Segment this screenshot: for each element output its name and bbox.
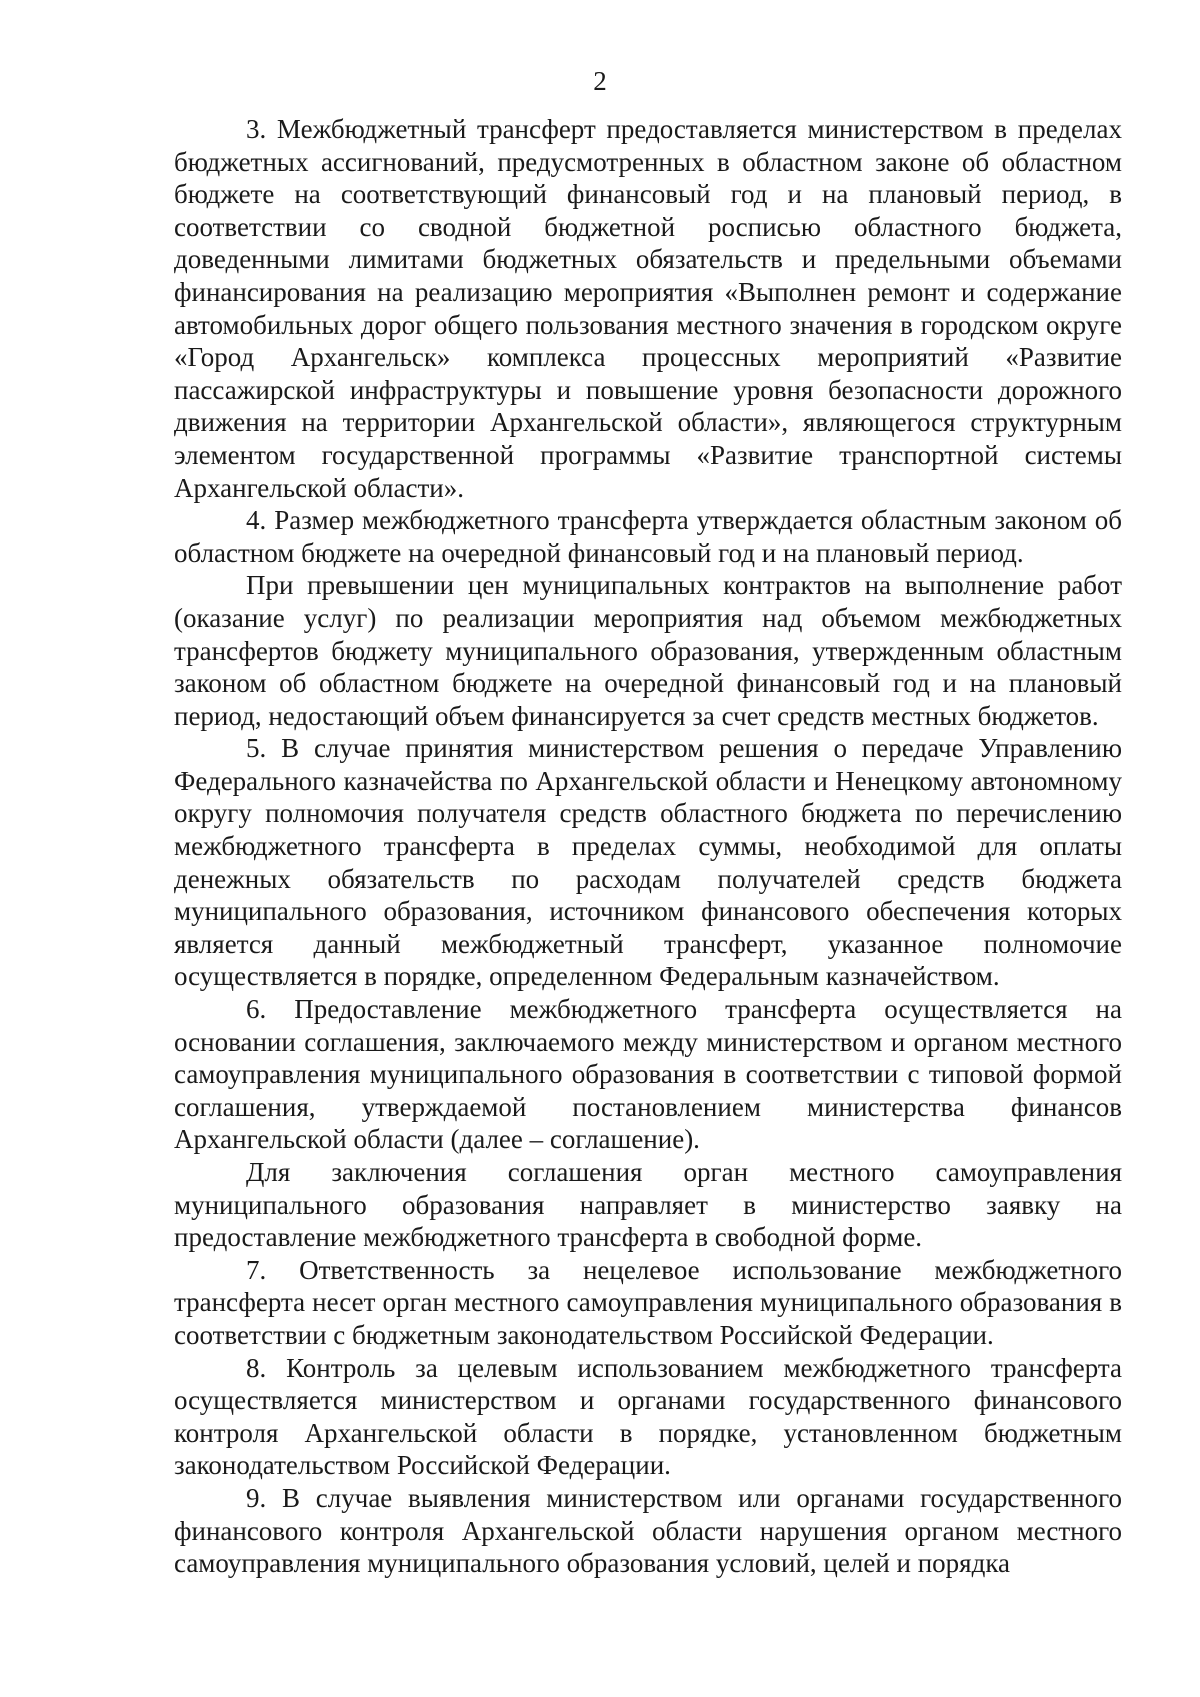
paragraph-excess-prices: При превышении цен муниципальных контрактов на выполнение работ (оказание услуг) по реализации мероприятия над объемом межбюджетных трансфертов бюджету муниципального образования, утвержденным областным законом об областном бюджете на очередной финансовый год и на плановый период, недостающий объем финансируется за счет средств местных бюджетов. — [174, 570, 1122, 731]
paragraph-item-4: 4. Размер межбюджетного трансферта утверждается областным законом об областном бюджете на очередной финансовый год и на плановый период. — [174, 505, 1122, 568]
paragraph-item-5: 5. В случае принятия министерством решения о передаче Управлению Федерального казначейства по Архангельской области и Ненецкому автономному округу полномочия получателя средств областного бюджета по перечислению межбюджетного трансферта в пределах суммы, необходимой для оплаты денежных обязательств по расходам получателей средств бюджета муниципального образования, источником финансового обеспечения которых является данный межбюджетный трансферт, указанное полномочие осуществляется в порядке, определенном Федеральным казначейством. — [174, 733, 1122, 992]
paragraph-item-8: 8. Контроль за целевым использованием межбюджетного трансферта осуществляется министерством и органами государственного финансового контроля Архангельской области в порядке, установленном бюджетным законодательством Российской Федерации. — [174, 1352, 1122, 1481]
paragraph-item-9: 9. В случае выявления министерством или органами государственного финансового контроля Архангельской области нарушения органом местного самоуправления муниципального образования условий, целей и порядка — [174, 1482, 1122, 1579]
paragraph-item-6: 6. Предоставление межбюджетного трансферта осуществляется на основании соглашения, заключаемого между министерством и органом местного самоуправления муниципального образования в соответствии с типовой формой соглашения, утверждаемой постановлением министерства финансов Архангельской области (далее – соглашение). — [174, 994, 1122, 1155]
document-body — [174, 113, 1122, 1580]
page-number: 2 — [593, 66, 607, 96]
paragraph-agreement-request: Для заключения соглашения орган местного самоуправления муниципального образования направляет в министерство заявку на предоставление межбюджетного трансферта в свободной форме. — [174, 1157, 1122, 1253]
paragraph-item-7: 7. Ответственность за нецелевое использование межбюджетного трансферта несет орган местного самоуправления муниципального образования в соответствии с бюджетным законодательством Российской Федерации. — [174, 1254, 1122, 1350]
paragraph-item-3: 3. Межбюджетный трансферт предоставляется министерством в пределах бюджетных ассигнований, предусмотренных в областном законе об областном бюджете на соответствующий финансовый год и на плановый период, в соответствии со сводной бюджетной росписью областного бюджета, доведенными лимитами бюджетных обязательств и предельными объемами финансирования на реализацию мероприятия «Выполнен ремонт и содержание автомобильных дорог общего пользования местного значения в городском округе «Город Архангельск» комплекса процессных мероприятий «Развитие пассажирской инфраструктуры и повышение уровня безопасности дорожного движения на территории Архангельской области», являющегося структурным элементом государственной программы «Развитие транспортной системы Архангельской области». — [174, 114, 1122, 503]
